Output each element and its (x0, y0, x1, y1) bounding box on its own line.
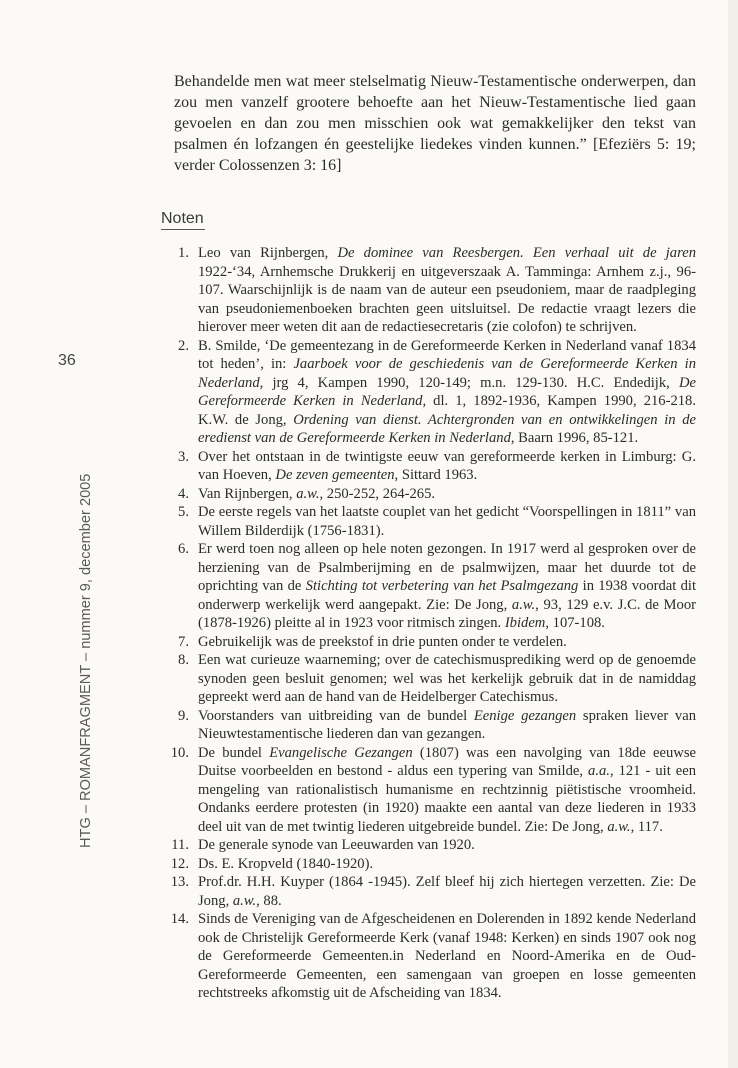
footnote (150, 836, 696, 855)
footnote-number: 2. (178, 337, 189, 354)
footnote-segment: De eerste regels van het laatste couplet van het gedicht “Voorspellingen in 1811” van Willem Bilderdijk (1756-1831). (198, 504, 696, 539)
footnote-segment: Een wat curieuze waarneming; over de catechismusprediking werd op de genoemde synoden geen besluit genomen; wel was het kerkelijk gebruik dat in de namiddag gepreekt werd aan de hand van de Heidelberger Catechismus. (198, 652, 696, 705)
footnote-text (198, 485, 696, 504)
footnote-title: De zeven gemeenten (275, 467, 395, 483)
footnote-segment: , Sittard 1963. (394, 467, 478, 483)
footnote (150, 633, 696, 652)
footnote-title: a.w. (607, 818, 631, 835)
footnote-segment: , 250-252, 264-265. (319, 485, 436, 502)
footnote-segment: Van Rijnbergen, (198, 485, 297, 502)
notes-list (150, 244, 696, 1003)
footnote-segment: (1807) was een navolging van 18de eeuwse Duitse voorbeelden en bestond - aldus een typering van Smilde, (198, 744, 696, 779)
footnote-number: 6. (178, 541, 189, 557)
footnote-segment: , Baarn 1996, 85-121. (510, 430, 639, 446)
noten-heading: Noten (161, 210, 204, 227)
footnote-title: Evangelische Gezangen (269, 744, 413, 761)
footnote-segment: , 107-108. (545, 615, 605, 631)
footnote-title: a.a. (588, 763, 610, 779)
footnote-segment: , jrg 4, Kampen 1990, 120-149; m.n. 129-130. H.C. Endedijk, (259, 374, 679, 391)
footnote (150, 540, 696, 633)
footnote (150, 337, 696, 448)
footnote-title: Jaarboek voor de geschiedenis van de Gereformeerde Kerken in Nederland (198, 356, 696, 391)
footnote (150, 651, 696, 707)
footnote-number: 5. (178, 504, 189, 520)
footnote-text (198, 707, 696, 744)
footnote-segment: Prof.dr. H.H. Kuyper (1864 -1945). Zelf bleef hij zich hiertegen verzetten. Zie: De Jong, (198, 874, 696, 909)
footnote (150, 448, 696, 485)
footnote-segment: Ds. E. Kropveld (1840-1920). (198, 855, 374, 872)
footnote-number: 12. (170, 855, 189, 872)
footnote-number: 4. (178, 485, 189, 502)
footnote-title: a.w. (232, 892, 257, 909)
footnote-segment: spraken liever van Nieuwtestamentische liederen dan van gezangen. (198, 707, 696, 742)
noten-underline (161, 229, 205, 230)
page-edge (728, 0, 738, 1068)
footnote-text (198, 448, 696, 485)
footnote-segment: , dl. 1, 1892-1936, Kampen 1990, 216-218. K.W. de Jong, (198, 393, 696, 428)
footnote (150, 910, 696, 1003)
footnote-number: 1. (178, 245, 189, 261)
footnote-segment: Gebruikelijk was de preekstof in drie punten onder te verdelen. (198, 633, 567, 650)
footnote-text (198, 855, 696, 874)
footnote-title: a.w. (296, 485, 320, 502)
footnote (150, 744, 696, 837)
footnote-number: 8. (178, 652, 189, 668)
footnote-segment: De bundel (198, 744, 270, 761)
footnote-number: 13. (170, 874, 189, 890)
footnote-segment: Er werd toen nog alleen op hele noten gezongen. In 1917 werd al gesproken over de herziening van de Psalmberijming en de psalmwijzen, maar het duurde tot de oprichting van de (198, 541, 696, 594)
footnote-segment: De generale synode van Leeuwarden van 1920. (198, 837, 475, 853)
footnote-number: 3. (178, 448, 189, 465)
footnote-text (198, 873, 696, 910)
footnote (150, 855, 696, 874)
footnote-title: Ordening van dienst. Achtergronden van en ontwikkelingen in de eredienst van de Gereformeerde Kerken in Nederland (198, 411, 696, 446)
footnote (150, 707, 696, 744)
footnote-text (198, 503, 696, 540)
footnote-segment: , 121 - uit een mengeling van rationalistisch humanisme en rechtzinnig piëtistische vroomheid. Ondanks eerdere protesten (in 1920) maakte een aantal van deze liederen in 1933 deel uit van de met twintig liederen uitgebreide bundel. Zie: De Jong, (198, 763, 696, 835)
footnote-segment: Voorstanders van uitbreiding van de bundel (198, 707, 474, 724)
footnote-segment: , 117. (630, 818, 663, 835)
footnote-text (198, 633, 696, 652)
footnote-segment: Over het ontstaan in de twintigste eeuw van gereformeerde kerken in Limburg: G. van Hoeven, (198, 448, 696, 483)
footnote-title: De dominee van Reesbergen. Een verhaal uit de jaren (337, 245, 697, 261)
footnote-segment: 1922-‘34, Arnhemsche Drukkerij en uitgeverszaak A. Tamminga: Arnhem z.j., 96-107. Waarschijnlijk is de naam van de auteur een pseudoniem, maar de raadpleging van pseudoniemenboeken brachten geen uitsluitsel. De redactie vraagt lezers die hierover meer weten dit aan de redactiesecretaris (zie colofon) te schrijven. (198, 263, 696, 335)
footnote (150, 244, 696, 337)
footnote-segment: B. Smilde, ‘De gemeentezang in de Gereformeerde Kerken in Nederland vanaf 1834 tot heden’, in: (198, 337, 696, 372)
footnote-number: 11. (171, 837, 189, 853)
footnote-segment: , 88. (256, 892, 282, 909)
footnote-segment: in 1938 voordat dit onderwerp werkelijk werd aangepakt. Zie: De Jong, (198, 578, 696, 613)
footnote-title: a.w. (511, 596, 536, 613)
footnote-text (198, 651, 696, 707)
footnote (150, 485, 696, 504)
intro-paragraph: Behandelde men wat meer stelselmatig Nieuw-Testamentische onderwerpen, dan zou men vanzelf grootere behoefte aan het Nieuw-Testamentische lied gaan gevoelen en dan zou men misschien ook wat gemakkelijker den tekst van psalmen én lofzangen én geestelijke liedekes vinden kunnen.” [Efeziërs 5: 19; verder Colossenzen 3: 16] (174, 73, 696, 174)
page-number: 36 (58, 352, 76, 369)
footnote-number: 9. (178, 707, 189, 724)
footnote (150, 503, 696, 540)
footnote-number: 7. (178, 633, 189, 650)
footnote-number: 10. (170, 744, 189, 761)
footnote-text (198, 244, 696, 337)
footnote-segment: Sinds de Vereniging van de Afgescheidenen en Dolerenden in 1892 kende Nederland ook de Christelijk Gereformeerde Kerk (vanaf 1948: Kerken) en sinds 1907 ook nog de Gereformeerde Gemeenten.in Nederland en Noord-Amerika en de Oud-Gereformeerde Gemeenten, een samengaan van groepen en losse gemeenten rechtstreeks afkomstig uit de Afscheiding van 1834. (198, 911, 696, 1001)
footnote-segment: , 93, 129 e.v. J.C. de Moor (1878-1926) pleitte al in 1923 voor ritmisch zingen. (198, 596, 696, 631)
footnote-text (198, 910, 696, 1003)
footnote-title: Stichting tot verbetering van het Psalmgezang (305, 578, 579, 594)
footnote-text (198, 744, 696, 837)
footnote-text (198, 540, 696, 633)
footnote-title: De Gereformeerde Kerken in Nederland (198, 374, 696, 409)
footnote-text (198, 337, 696, 448)
footnote (150, 873, 696, 910)
footnote-segment: Leo van Rijnbergen, (198, 245, 338, 261)
footnote-title: Ibidem (504, 615, 546, 631)
footnote-number: 14. (170, 911, 189, 927)
footnote-title: Eenige gezangen (473, 707, 577, 724)
footnote-text (198, 836, 696, 855)
running-head: HTG – ROMANFRAGMENT – nummer 9, december 2005 (78, 473, 94, 848)
